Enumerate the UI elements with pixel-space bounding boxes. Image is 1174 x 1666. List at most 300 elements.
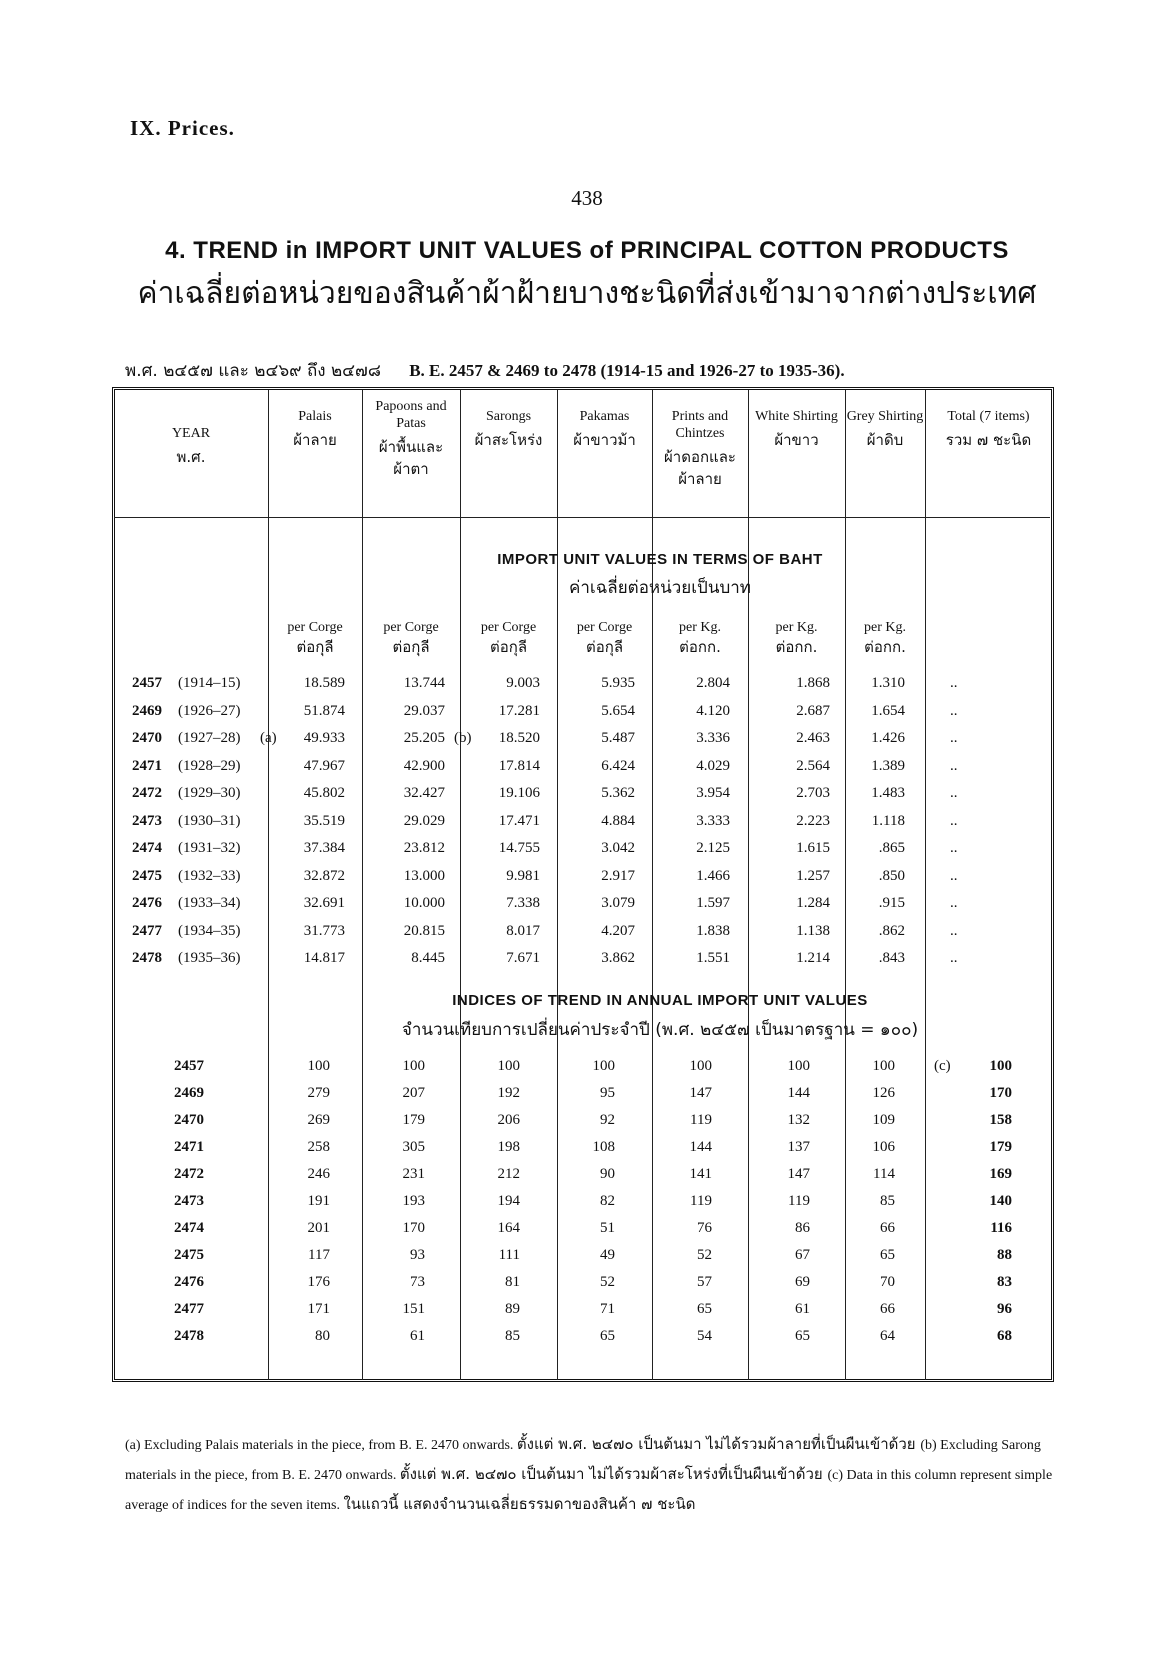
cell-value: 61 bbox=[795, 1301, 810, 1317]
cell-value: 32.427 bbox=[403, 785, 445, 801]
header-divider bbox=[114, 517, 1050, 518]
table-row bbox=[114, 813, 1050, 841]
unit-label-english: per Kg. bbox=[679, 620, 721, 635]
column-header-english: Sarongs bbox=[485, 409, 532, 424]
table-title-thai: ค่าเฉลี่ยต่อหน่วยของสินค้าผ้าฝ้ายบางชะนิดที่ส่งเข้ามาจากต่างประเทศ bbox=[137, 276, 1037, 311]
cell-value: 49.933 bbox=[303, 730, 345, 746]
cell-total: 88 bbox=[997, 1247, 1012, 1263]
cell-value: 76 bbox=[697, 1220, 712, 1236]
cell-value: 1.426 bbox=[871, 730, 905, 746]
cell-total: 179 bbox=[989, 1139, 1012, 1155]
cell-value: 42.900 bbox=[403, 757, 445, 774]
cell-value: 7.671 bbox=[506, 950, 540, 966]
cell-value: 18.520 bbox=[498, 730, 540, 746]
unit-label bbox=[748, 619, 845, 658]
cell-value: 32.872 bbox=[303, 867, 345, 884]
column-header-thai: ผ้าพื้นและ ผ้าตา bbox=[378, 438, 444, 478]
cell-total: .. bbox=[950, 757, 958, 774]
cell-value: 90 bbox=[600, 1166, 615, 1182]
period-thai: พ.ศ. ๒๔๕๗ และ ๒๔๖๙ ถึง ๒๔๗๘ bbox=[125, 361, 381, 381]
footnote-marker-b: (b) bbox=[454, 730, 472, 746]
unit-label-english: per Corge bbox=[480, 620, 537, 635]
cell-value: 100 bbox=[402, 1058, 425, 1074]
year-be: 2476 bbox=[132, 895, 162, 911]
cell-value: 2.463 bbox=[796, 730, 830, 746]
cell-value: 6.424 bbox=[601, 757, 635, 774]
cell-value: 86 bbox=[795, 1220, 810, 1236]
cell-value: 54 bbox=[697, 1328, 712, 1344]
cell-value: 164 bbox=[497, 1220, 520, 1236]
cell-value: 119 bbox=[788, 1193, 810, 1209]
cell-value: 2.687 bbox=[796, 702, 830, 719]
cell-value: 17.281 bbox=[498, 702, 540, 719]
cell-value: 100 bbox=[872, 1058, 895, 1074]
column-header-english: White Shirting bbox=[755, 409, 838, 424]
column-header-english: Palais bbox=[298, 409, 332, 424]
cell-value: 109 bbox=[872, 1112, 895, 1128]
cell-value: .850 bbox=[878, 867, 905, 884]
year-ad: (1929–30) bbox=[178, 785, 241, 801]
cell-value: 51.874 bbox=[303, 702, 345, 719]
period-english: B. E. 2457 & 2469 to 2478 (1914-15 and 1926-27 to 1935-36). bbox=[409, 361, 845, 380]
cell-value: 2.917 bbox=[601, 867, 635, 884]
cell-value: 1.284 bbox=[796, 895, 830, 911]
year-be: 2473 bbox=[132, 812, 162, 829]
cell-value: 1.214 bbox=[796, 950, 830, 966]
page-number: 438 bbox=[571, 186, 603, 210]
cell-value: 111 bbox=[498, 1247, 520, 1263]
table-row bbox=[114, 895, 1050, 923]
column-header bbox=[460, 408, 557, 451]
year-be: 2470 bbox=[132, 730, 162, 746]
year-be: 2470 bbox=[174, 1112, 204, 1128]
cell-total: .. bbox=[950, 895, 958, 911]
cell-value: 4.029 bbox=[696, 757, 730, 774]
cell-value: 17.471 bbox=[498, 812, 540, 829]
cell-value: 1.615 bbox=[796, 840, 830, 856]
section-title-indices: INDICES OF TREND IN ANNUAL IMPORT UNIT VALUES bbox=[452, 992, 868, 1009]
cell-value: 52 bbox=[697, 1247, 712, 1263]
column-header bbox=[748, 408, 845, 451]
cell-value: 9.981 bbox=[506, 867, 540, 884]
cell-value: 1.310 bbox=[871, 675, 905, 691]
cell-value: 85 bbox=[505, 1328, 520, 1344]
cell-value: 246 bbox=[307, 1166, 330, 1182]
unit-label-thai: ต่อกก. bbox=[679, 638, 721, 656]
column-header bbox=[845, 408, 925, 451]
unit-label-english: per Corge bbox=[383, 620, 439, 635]
cell-value: 141 bbox=[689, 1166, 712, 1182]
column-header-english: Pakamas bbox=[579, 409, 630, 424]
unit-label bbox=[362, 619, 460, 658]
footnote-b-english: (b) Excluding Sarong materials in the piece, from B. E. 2470 onwards. bbox=[125, 1438, 1041, 1483]
cell-value: 171 bbox=[307, 1301, 330, 1317]
unit-label bbox=[845, 619, 925, 658]
cell-value: 191 bbox=[307, 1193, 330, 1209]
year-ad: (1934–35) bbox=[178, 922, 241, 939]
cell-total: 169 bbox=[989, 1166, 1012, 1182]
cell-value: 170 bbox=[402, 1220, 425, 1236]
cell-value: 5.935 bbox=[601, 675, 635, 691]
cell-value: 258 bbox=[307, 1139, 330, 1155]
cell-value: 269 bbox=[307, 1112, 330, 1128]
cell-value: 100 bbox=[497, 1058, 520, 1074]
cell-value: 1.551 bbox=[696, 950, 730, 966]
year-be: 2476 bbox=[174, 1274, 204, 1290]
footnote-b-thai: ตั้งแต่ พ.ศ. ๒๔๗๐ เป็นต้นมา ไม่ได้รวมผ้าสะโหร่งที่เป็นผืนเข้าด้วย bbox=[399, 1465, 828, 1483]
table-row bbox=[114, 785, 1050, 813]
cell-value: 119 bbox=[690, 1193, 712, 1209]
cell-value: 1.138 bbox=[796, 922, 830, 939]
cell-value: 100 bbox=[787, 1058, 810, 1074]
cell-value: 37.384 bbox=[303, 840, 345, 856]
year-be: 2471 bbox=[132, 757, 162, 774]
cell-value: 32.691 bbox=[303, 895, 345, 911]
year-ad: (1935–36) bbox=[178, 950, 241, 966]
year-be: 2472 bbox=[174, 1166, 204, 1182]
year-ad: (1927–28) bbox=[178, 730, 241, 746]
year-be: 2474 bbox=[174, 1220, 204, 1236]
cell-total: 140 bbox=[989, 1193, 1012, 1209]
cell-value: 8.445 bbox=[411, 950, 445, 966]
cell-total: .. bbox=[950, 730, 958, 746]
cell-total: 68 bbox=[997, 1328, 1012, 1344]
column-header bbox=[925, 408, 1052, 451]
cell-value: 3.042 bbox=[601, 840, 635, 856]
cell-value: 144 bbox=[689, 1139, 712, 1155]
cell-value: 10.000 bbox=[403, 895, 445, 911]
cell-value: 144 bbox=[787, 1085, 810, 1101]
section-title-indices-thai: จำนวนเทียบการเปลี่ยนค่าประจำปี (พ.ศ. ๒๔๕๗ เป็นมาตรฐาน = ๑๐๐) bbox=[401, 1020, 919, 1040]
unit-label-thai: ต่อกก. bbox=[775, 638, 818, 656]
cell-value: 52 bbox=[600, 1274, 615, 1290]
column-header-english: Papoons and Patas bbox=[375, 399, 447, 431]
column-header-thai: ผ้าดิบ bbox=[866, 431, 904, 449]
column-header bbox=[114, 425, 268, 468]
cell-value: 212 bbox=[497, 1166, 520, 1182]
column-header bbox=[652, 408, 748, 490]
footnote-a-english: (a) Excluding Palais materials in the piece, from B. E. 2470 onwards. bbox=[125, 1438, 517, 1453]
table-row bbox=[114, 1301, 1050, 1329]
year-be: 2475 bbox=[174, 1247, 204, 1263]
table-row bbox=[114, 923, 1050, 951]
cell-value: 1.118 bbox=[871, 812, 905, 829]
cell-value: 119 bbox=[690, 1112, 712, 1128]
year-ad: (1928–29) bbox=[178, 757, 241, 774]
cell-total: .. bbox=[950, 702, 958, 719]
cell-value: .843 bbox=[878, 950, 905, 966]
cell-value: 19.106 bbox=[498, 785, 540, 801]
cell-value: 151 bbox=[402, 1301, 425, 1317]
cell-value: 66 bbox=[880, 1301, 895, 1317]
cell-value: 82 bbox=[600, 1193, 615, 1209]
footnote-marker-a: (a) bbox=[260, 730, 277, 746]
column-header-thai: ผ้าขาว bbox=[774, 431, 819, 449]
cell-value: 92 bbox=[600, 1112, 615, 1128]
year-be: 2477 bbox=[174, 1301, 204, 1317]
year-be: 2471 bbox=[174, 1139, 204, 1155]
column-header-english: Prints and Chintzes bbox=[671, 409, 729, 441]
cell-value: 13.744 bbox=[403, 675, 445, 691]
cell-total: 158 bbox=[989, 1112, 1012, 1128]
cell-value: .862 bbox=[878, 922, 905, 939]
unit-label-english: per Kg. bbox=[864, 620, 906, 635]
year-be: 2472 bbox=[132, 785, 162, 801]
cell-value: 279 bbox=[307, 1085, 330, 1101]
table-row bbox=[114, 730, 1050, 758]
column-header bbox=[362, 398, 460, 480]
year-be: 2457 bbox=[132, 675, 162, 691]
cell-value: 85 bbox=[880, 1193, 895, 1209]
cell-total: .. bbox=[950, 785, 958, 801]
table-row bbox=[114, 1247, 1050, 1275]
table-row bbox=[114, 1085, 1050, 1113]
cell-value: 81 bbox=[505, 1274, 520, 1290]
cell-value: 70 bbox=[880, 1274, 895, 1290]
column-header-thai: พ.ศ. bbox=[176, 448, 206, 466]
cell-value: 5.487 bbox=[601, 730, 635, 746]
section-title-unit-values-thai: ค่าเฉลี่ยต่อหน่วยเป็นบาท bbox=[568, 578, 752, 598]
cell-value: 93 bbox=[410, 1247, 425, 1263]
cell-value: 100 bbox=[592, 1058, 615, 1074]
cell-value: 66 bbox=[880, 1220, 895, 1236]
cell-value: 65 bbox=[600, 1328, 615, 1344]
cell-value: 147 bbox=[689, 1085, 712, 1101]
cell-value: 23.812 bbox=[403, 840, 445, 856]
cell-value: 100 bbox=[307, 1058, 330, 1074]
table-row bbox=[114, 1220, 1050, 1248]
year-be: 2469 bbox=[132, 702, 162, 719]
cell-value: 1.597 bbox=[696, 895, 730, 911]
cell-value: 18.589 bbox=[303, 675, 345, 691]
section-heading: IX. Prices. bbox=[130, 116, 235, 140]
footnote-a-thai: ตั้งแต่ พ.ศ. ๒๔๗๐ เป็นต้นมา ไม่ได้รวมผ้าลายที่เป็นผืนเข้าด้วย bbox=[516, 1435, 921, 1453]
cell-total: .. bbox=[950, 675, 958, 691]
cell-value: 4.120 bbox=[696, 702, 730, 719]
cell-value: 13.000 bbox=[403, 867, 445, 884]
cell-value: 3.333 bbox=[696, 812, 730, 829]
cell-value: 147 bbox=[787, 1166, 810, 1182]
cell-value: 29.037 bbox=[403, 702, 445, 719]
year-be: 2478 bbox=[132, 950, 162, 966]
column-header-english: YEAR bbox=[171, 426, 211, 441]
cell-value: 137 bbox=[787, 1139, 810, 1155]
column-header-thai: รวม ๗ ชะนิด bbox=[945, 431, 1032, 449]
table-title-english: 4. TREND in IMPORT UNIT VALUES of PRINCIPAL COTTON PRODUCTS bbox=[165, 237, 1009, 264]
cell-total: 83 bbox=[997, 1274, 1012, 1290]
cell-value: 1.868 bbox=[796, 675, 830, 691]
unit-label-thai: ต่อกุลี bbox=[585, 638, 624, 656]
cell-value: 198 bbox=[497, 1139, 520, 1155]
cell-value: .865 bbox=[878, 840, 905, 856]
column-header-thai: ผ้าลาย bbox=[293, 431, 337, 449]
cell-value: 35.519 bbox=[303, 812, 345, 829]
table-row bbox=[114, 1112, 1050, 1140]
cell-value: 114 bbox=[873, 1166, 895, 1182]
table-row bbox=[114, 1166, 1050, 1194]
cell-value: 2.223 bbox=[796, 812, 830, 829]
year-be: 2473 bbox=[174, 1193, 204, 1209]
table-row bbox=[114, 950, 1050, 978]
year-be: 2475 bbox=[132, 867, 162, 884]
column-header bbox=[268, 408, 362, 451]
column-header-english: Total (7 items) bbox=[947, 409, 1030, 424]
cell-value: 2.564 bbox=[796, 757, 830, 774]
cell-value: 47.967 bbox=[303, 757, 345, 774]
cell-value: 108 bbox=[592, 1139, 615, 1155]
column-header-english: Grey Shirting bbox=[846, 409, 924, 424]
cell-value: 132 bbox=[787, 1112, 810, 1128]
cell-value: 8.017 bbox=[506, 922, 540, 939]
year-be: 2478 bbox=[174, 1328, 204, 1344]
cell-value: 3.079 bbox=[601, 895, 635, 911]
cell-value: 4.207 bbox=[601, 922, 635, 939]
cell-value: 14.817 bbox=[303, 950, 345, 966]
unit-label-english: per Corge bbox=[287, 620, 343, 635]
cell-value: 67 bbox=[795, 1247, 810, 1263]
unit-label bbox=[460, 619, 557, 658]
table-row bbox=[114, 1274, 1050, 1302]
cell-value: 117 bbox=[308, 1247, 330, 1263]
footnotes bbox=[125, 1430, 1055, 1520]
cell-value: 5.362 bbox=[601, 785, 635, 801]
cell-value: 65 bbox=[795, 1328, 810, 1344]
cell-value: 89 bbox=[505, 1301, 520, 1317]
unit-label bbox=[268, 619, 362, 658]
cell-value: 57 bbox=[697, 1274, 712, 1290]
cell-total: .. bbox=[950, 867, 958, 884]
cell-value: 25.205 bbox=[403, 730, 445, 746]
year-ad: (1930–31) bbox=[178, 812, 241, 829]
cell-value: 201 bbox=[307, 1220, 330, 1236]
cell-value: 71 bbox=[600, 1301, 615, 1317]
year-be: 2474 bbox=[132, 840, 162, 856]
table-row bbox=[114, 1139, 1050, 1167]
cell-value: 61 bbox=[410, 1328, 425, 1344]
cell-total: .. bbox=[950, 950, 958, 966]
cell-value: 192 bbox=[497, 1085, 520, 1101]
unit-label bbox=[652, 619, 748, 658]
cell-value: 73 bbox=[410, 1274, 425, 1290]
unit-label-thai: ต่อกุลี bbox=[296, 638, 334, 656]
cell-value: 305 bbox=[402, 1139, 425, 1155]
cell-value: 9.003 bbox=[506, 675, 540, 691]
cell-total: 170 bbox=[989, 1085, 1012, 1101]
unit-label-thai: ต่อกุลี bbox=[392, 638, 430, 656]
cell-value: 3.862 bbox=[601, 950, 635, 966]
cell-value: 95 bbox=[600, 1085, 615, 1101]
unit-label-thai: ต่อกุลี bbox=[489, 638, 528, 656]
cell-value: 4.884 bbox=[601, 812, 635, 829]
cell-total: .. bbox=[950, 840, 958, 856]
table-row bbox=[114, 675, 1050, 703]
footnote-c-english: (c) Data in this column represent simple average of indices for the seven items. bbox=[125, 1468, 1053, 1513]
column-header bbox=[557, 408, 652, 451]
table-row bbox=[114, 703, 1050, 731]
table-row bbox=[114, 868, 1050, 896]
year-ad: (1932–33) bbox=[178, 867, 241, 884]
year-ad: (1933–34) bbox=[178, 895, 241, 911]
column-header-thai: ผ้าขาวม้า bbox=[573, 431, 636, 449]
cell-value: 1.257 bbox=[796, 867, 830, 884]
cell-value: 231 bbox=[402, 1166, 425, 1182]
cell-value: 29.029 bbox=[403, 812, 445, 829]
year-be: 2469 bbox=[174, 1085, 204, 1101]
section-title-unit-values: IMPORT UNIT VALUES IN TERMS OF BAHT bbox=[497, 551, 823, 568]
cell-value: 1.838 bbox=[696, 922, 730, 939]
column-header-thai: ผ้าดอกและ ผ้าลาย bbox=[664, 448, 736, 488]
unit-label bbox=[557, 619, 652, 658]
cell-value: 1.466 bbox=[696, 867, 730, 884]
cell-value: 69 bbox=[795, 1274, 810, 1290]
cell-value: 65 bbox=[697, 1301, 712, 1317]
cell-value: 179 bbox=[402, 1112, 425, 1128]
cell-value: 2.703 bbox=[796, 785, 830, 801]
period-line bbox=[125, 357, 1055, 384]
cell-total: 100 bbox=[989, 1058, 1012, 1074]
unit-label-english: per Kg. bbox=[775, 620, 818, 635]
cell-value: 3.336 bbox=[696, 730, 730, 746]
cell-value: 3.954 bbox=[696, 785, 730, 801]
cell-value: 17.814 bbox=[498, 757, 540, 774]
cell-value: 14.755 bbox=[498, 840, 540, 856]
year-be: 2477 bbox=[132, 922, 162, 939]
cell-value: 65 bbox=[880, 1247, 895, 1263]
table-row bbox=[114, 1058, 1050, 1086]
unit-label-english: per Corge bbox=[576, 620, 633, 635]
cell-value: 206 bbox=[497, 1112, 520, 1128]
table-row bbox=[114, 840, 1050, 868]
table-row bbox=[114, 1193, 1050, 1221]
cell-total: .. bbox=[950, 812, 958, 829]
cell-value: 45.802 bbox=[303, 785, 345, 801]
cell-value: 1.654 bbox=[871, 702, 905, 719]
cell-value: 64 bbox=[880, 1328, 895, 1344]
cell-value: 51 bbox=[600, 1220, 615, 1236]
cell-value: 176 bbox=[307, 1274, 330, 1290]
year-ad: (1931–32) bbox=[178, 840, 241, 856]
cell-total: .. bbox=[950, 922, 958, 939]
year-ad: (1914–15) bbox=[178, 675, 241, 691]
cell-value: 80 bbox=[315, 1328, 330, 1344]
unit-label-thai: ต่อกก. bbox=[864, 638, 906, 656]
cell-value: 1.389 bbox=[871, 757, 905, 774]
column-header-thai: ผ้าสะโหร่ง bbox=[474, 431, 543, 449]
cell-value: 2.804 bbox=[696, 675, 730, 691]
footnote-marker-c: (c) bbox=[934, 1058, 951, 1074]
cell-value: 106 bbox=[872, 1139, 895, 1155]
cell-value: 126 bbox=[872, 1085, 895, 1101]
cell-value: 7.338 bbox=[506, 895, 540, 911]
cell-value: 194 bbox=[497, 1193, 520, 1209]
cell-value: 193 bbox=[402, 1193, 425, 1209]
cell-value: 100 bbox=[689, 1058, 712, 1074]
cell-value: 20.815 bbox=[403, 922, 445, 939]
year-be: 2457 bbox=[174, 1058, 204, 1074]
table-row bbox=[114, 758, 1050, 786]
cell-value: 207 bbox=[402, 1085, 425, 1101]
table-row bbox=[114, 1328, 1050, 1356]
cell-value: 1.483 bbox=[871, 785, 905, 801]
cell-total: 116 bbox=[990, 1220, 1012, 1236]
cell-value: 2.125 bbox=[696, 840, 730, 856]
footnote-c-thai: ในแถวนี้ แสดงจำนวนเฉลี่ยธรรมดาของสินค้า ๗ ชะนิด bbox=[343, 1495, 696, 1513]
year-ad: (1926–27) bbox=[178, 702, 241, 719]
cell-value: 49 bbox=[600, 1247, 615, 1263]
cell-value: .915 bbox=[878, 895, 905, 911]
cell-total: 96 bbox=[997, 1301, 1012, 1317]
cell-value: 31.773 bbox=[303, 922, 345, 939]
